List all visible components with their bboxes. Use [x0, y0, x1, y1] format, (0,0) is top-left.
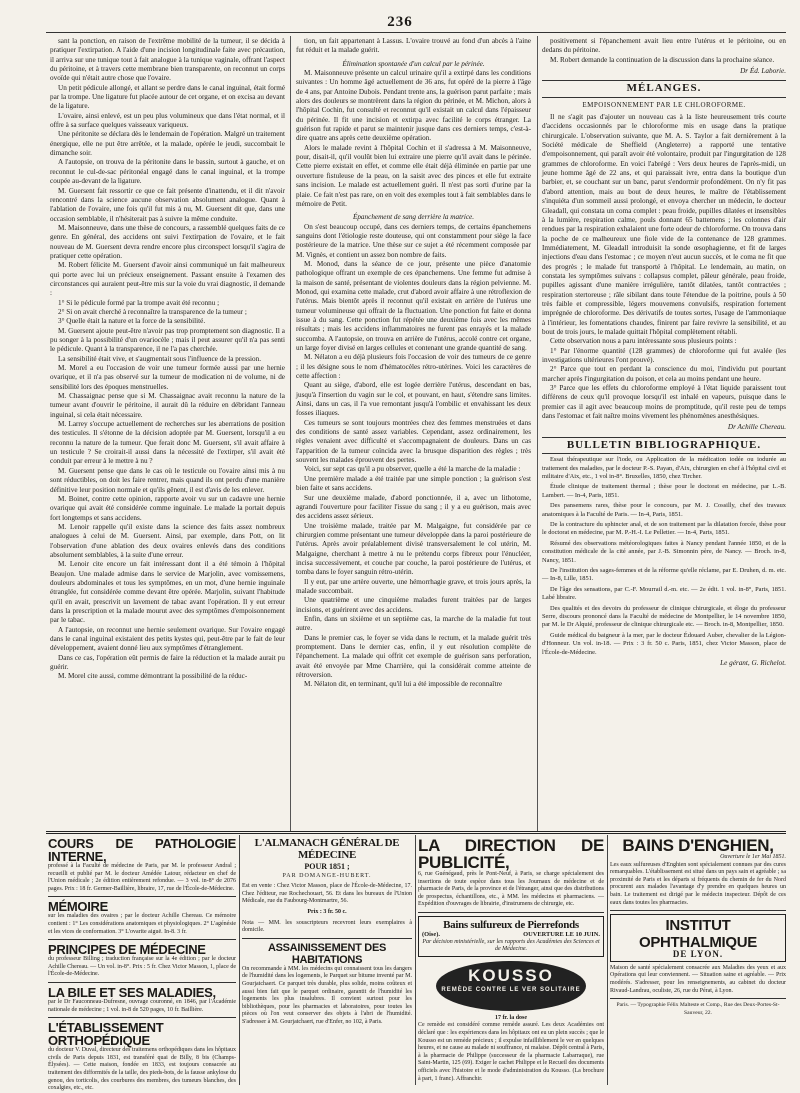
bibliography-list — [542, 456, 786, 657]
ad-institut-title: INSTITUT OPHTHALMIQUE — [638, 917, 758, 952]
bibliography-entry: Essai thérapeutique sur l'iode, ou Application de la médication iodée ou iodurée au traitement des maladies, par le docteur P.-S. Payan, d'Aix, chirurgien en chef à l'hôpital civil et militaire d'Aix, etc., 1 vol in-8°. Bruxelles, 1850, chez Tircher. — [542, 456, 786, 480]
ad-column-1 — [48, 836, 236, 1092]
ad-pierrefonds-oise: (Oise). — [422, 930, 440, 938]
ad-rule — [610, 998, 786, 999]
bibliography-entry: Guide médical du baigneur à la mer, par le docteur Édouard Auber, chevalier de la Légion-d'Honneur. Un vol. in-18. — Prix : 3 fr. 50 c. Paris, 1851, chez Victor Masson, place de l'École-de-Médecine. — [542, 631, 786, 656]
article-paragraph: M. Maisonneuve présente un calcul urinaire qu'il a extirpé dans les conditions suivantes : Un homme âgé actuellement de 36 ans, fut opéré de la pierre à l'âge de 4 ans, par Antoine Dubois. Pendant trente ans, la guérison parut parfaite ; mais alors des douleurs se montrèrent dans la région du périnée, et M. Michon, alors à l'hôpital Cochin, fut consulté et reconnut qu'il existait un calcul dans l'épaisseur du périnée. Il fit une incision et extirpa avec facilité le corps étranger. La guérison fut rapide et parut se maintenir jusque dans ces derniers temps, c'est-à-dire quatre ans après cette deuxième opération. — [296, 69, 531, 143]
ad-institut-text: Maison de santé spécialement consacrée aux Maladies des yeux et aux Opérations qui leur conviennent. — Situation saine et agréable. — Prix modérés. S'adresser, pour les renseignements, au cabinet du docteur Rivaud-Landrau, oculiste, 26, rue du Pérat, à Lyon. — [610, 964, 786, 994]
article-paragraph: 1° Si le pédicule formé par la trompe avait été reconnu ; — [58, 298, 220, 307]
ad-pierrefonds-subline — [422, 931, 600, 939]
section-title-epanchement: Épanchement de sang derrière la matrice. — [352, 213, 475, 222]
article-paragraph: Dans ce cas, l'opération eût permis de faire la réduction et la malade aurait pu guérir. — [50, 653, 285, 672]
ad-pierrefonds-box — [418, 916, 604, 957]
article-paragraph: Une troisième malade, traitée par M. Malgaigne, fut considérée par ce chirurgien comme présentant une tumeur développée dans la paroi postérieure de l'utérus. Après avoir préalablement divisé transversalement le col utérin, M. Malgaigne, cherchant à mettre à nu le prétendu corps fibreux pour l'énucléer, incisa successivement, et couche par couche, la paroi postérieure de l'utérus, et tomba dans le foyer sanguin rétro-utérin. — [296, 521, 531, 577]
article-paragraph: Il ne s'agit pas d'ajouter un nouveau cas à la liste heureusement très courte d'accidens occasionnés par le chloroforme mis en usage dans la pratique chirurgicale. L'observation suivante, que M. A. S. Taylor a fait dernièrement à la Société médicale de Sheffield (Angleterre) a rapporté une tentative d'empoisonnement, qui paraît avoir été volontaire, produit par l'ingurgitation de 128 grammes de chloroforme. En voici l'abrégé : Vers deux heures de l'après-midi, un jeune homme âgé de 22 ans, et qui paraissait ivre, entra dans la boutique d'un barbier, et, se couchant sur un banc, parut s'endormir profondément. On n'y fit pas d'abord attention, mais au bout de deux heures, le maître de l'établissement s'inquiéta d'un sommeil aussi prolongé, et envoya chercher un médecin, le docteur Gleadall, qui constata un coma complet : peau froide, pupilles dilatées et insensibles à la lumière, respiration calme, pouls donnant 65 battemens ; les colonnes d'air rendues par la respiration exhalaient une forte odeur de chloroforme. On trouva dans la poche de ce malheureux une fiole vide de la contenance de 128 grammes. Immédiatement, M. Gleadall introduisit la sonde œsophagienne, et fit de larges injections d'eau dans l'estomac ; ce moyen n'eut aucun succès, et le coma ne fit que des progrès ; le malade fut transporté à l'hôpital. Le lendemain, au matin, on constata les symptômes suivans : collapsus complet, pâleur générale, peau froide, pupilles agissant d'une manière irrégulière, tantôt dilatées, tantôt contractées ; respiration stertoreuse ; râle sibilant dans toute l'étendue de la poitrine, pouls à 50 très faible et compressible, légers mouvemens convulsifs, respiration fortement imprégnée de chloroforme. Des dérivatifs de toutes sortes, l'usage de l'ammoniaque à l'intérieur, les fomentations chaudes, finirent par faire revivre la sensibilité, et au bout de trois jours, le malade quittait l'hôpital complètement rétabli. — [542, 113, 786, 336]
ad-memoire-text: sur les maladies des ovaires ; par le docteur Achille Chereau. Ce mémoire contient : 1° Les considérations anatomiques et physiologiques. 2° L'agénésie et les vices de conformation. 3° L'ovarite aiguë. In-8. 3 fr. — [48, 913, 236, 935]
article-paragraph: M. Nélaton dit, en terminant, qu'il lui a été impossible de reconnaître — [304, 680, 503, 689]
article-paragraph: M. Larrey s'occupe actuellement de recherches sur les aberrations de position des testicules. Il s'étonne de la décision adoptée par M. Guersent, lorsqu'il a eu reconnu la nature de la tumeur. Que ferait donc M. Guersent, s'il avait affaire à un testicule ? Se croirait-il aussi dans la nécessité de l'extirper, s'il avait été conduit par erreur à le mettre à nu ? — [50, 420, 285, 466]
col2-intro: tion, un fait appartenant à Lassus. L'ovaire trouvé au fond d'un abcès à l'aine fut réduit et la malade guérit. — [296, 37, 531, 55]
article-paragraph: Sur une deuxième malade, d'abord ponctionnée, il a, avec un lithotome, agrandi l'ouverture pour faciliter l'issue du sang ; il y a eu guérison, mais avec des accidens assez sérieux. — [296, 493, 531, 521]
ad-bile-title: LA BILE ET SES MALADIES, — [48, 984, 216, 1000]
kousso-slogan: REMÈDE CONTRE LE VER SOLITAIRE — [441, 986, 581, 993]
ad-enghien-text: Les eaux sulfureuses d'Enghien sont spécialement connues par des cures remarquables. L'établissement est situé dans un pays sain et agréable ; sa proximité de Paris et les départs si fréquents du chemin de fer du Nord procurent aux malades l'avantage d'y prendre en quelques heures un bain. Le traitement est dirigé par le médecin inspecteur. Dépôt de ces eaux dans toutes les pharmacies. — [610, 861, 786, 906]
article-paragraph: Ces tumeurs se sont toujours montrées chez des femmes menstruées et dans des conditions de santé assez variables. Cependant, assez ordinairement, les règles venaient avec difficulté et s'accompagnaient de douleurs. Dans un cas l'apparition de la tumeur coïncida avec la brusque disparition des règles ; très souvent les malades éprouvent des pertes. — [296, 418, 531, 465]
ad-almanach-note: Nota — MM. les souscripteurs recevront leurs exemplaires à domicile. — [242, 919, 412, 934]
ad-enghien-opening: Ouverture le 1er Mai 1851. — [720, 854, 786, 860]
column-divider — [290, 36, 291, 831]
ad-memoire-title: MÉMOIRE — [48, 899, 109, 915]
ad-almanach-price: Prix : 3 fr. 50 c. — [307, 908, 347, 915]
article-paragraph: A l'autopsie, on trouva de la péritonite dans le bassin, surtout à gauche, et on reconnut le cul-de-sac péritonéal engagé dans le canal inguinal, et la trompe coupée au-devant de la ligature. — [50, 158, 285, 186]
ad-almanach-year: POUR 1851 ; — [304, 862, 350, 871]
ad-bile-text: par le Dr Fauconneau-Dufresne, ouvrage couronné, en 1846, par l'Académie nationale de médecine ; 1 vol. in-8 de 520 pages, 10 fr. Baillière. — [48, 998, 236, 1013]
ad-divider — [415, 835, 416, 1085]
column-1 — [50, 37, 285, 830]
article-paragraph: Enfin, dans un sixième et un septième cas, la marche de la maladie fut tout autre. — [296, 614, 531, 633]
article-paragraph: Il y eut, par une artère ouverte, une hémorrhagie grave, et trois jours après, la malade succombait. — [296, 577, 531, 595]
ads-separator — [46, 831, 786, 834]
bibliography-entry: De la contracture du sphincter anal, et de son traitement par la dilatation forcée, thèse pour le doctorat en médecine, par M. P.-H.-I. Le Pelletier. — In-4, Paris, 1851. — [542, 520, 786, 537]
article-paragraph: M. Boinet, contre cette opinion, rapporte avoir vu sur un cadavre une hernie ovarique qui avait été considérée comme inguinale. Le malade la portait depuis fort longtemps et sans accidens. — [50, 494, 285, 522]
article-paragraph: M. Guersent pense que dans le cas où le testicule ou l'ovaire ainsi mis à nu sont réductibles, on doit les faire rentrer, mais quand ils ont perdu d'une manière définitive leur position normale et qu'ils gênent, il est d'avis de les enlever. — [50, 466, 285, 494]
article-paragraph: M. Chassaignac pense que si M. Chassaignac avait reconnu la nature de la tumeur avant d'ouvrir le péritoine, il aurait dû la réduire en débridant l'anneau inguinal, si cela était nécessaire. — [50, 392, 285, 419]
bibliography-entry: Des qualités et des devoirs du professeur de clinique chirurgicale, et éloge du professeur Serre, discours prononcé dans la Faculté de médecine de Montpellier, le 14 novembre 1850, par M. le Dr Alquié, professeur de clinique chirurgicale etc. — Broch. in-8, Montpellier, 1850. — [542, 604, 786, 629]
article-paragraph: Quant au siège, d'abord, elle est logée derrière l'utérus, descendant en bas, jusqu'à l'insertion du vagin sur le col, et pouvant, en haut, s'étendre sans limites. Ainsi, dans un cas, il l'a vue remontant jusqu'à l'ombilic et envahissant les deux fosses iliaques. — [296, 381, 531, 418]
article-paragraph: M. Robert félicite M. Guersent d'avoir ainsi communiqué un fait malheureux qui porte avec lui un précieux enseignement. Passant ensuite à l'examen des circonstances qui auraient peut-être mis sur la voie du vrai diagnostic, il demande : — [50, 261, 285, 298]
article-paragraph: On s'est beaucoup occupé, dans ces derniers temps, de certains épanchemens sanguins dont l'étiologie reste douteuse, qui ont constamment pour siège la face postérieure de la matrice. Une thèse sur ce sujet a été récemment composée par M. Vignès, et contient un assez bon nombre de faits. — [296, 222, 531, 259]
ad-publicite-title: LA DIRECTION DE PUBLICITÉ, — [418, 836, 604, 872]
ad-rule — [48, 939, 236, 940]
article-paragraph: M. Lenoir cite encore un fait intéressant dont il a été témoin à l'hôpital Beaujon. Une malade admise dans le service de Marjolin, avec vomissemens, douleurs abdominales et tous les symptômes, en un mot, d'une hernie inguinale étranglée, fut considérée comme devant être opérée. Marjolin, suivant l'habitude qu'il en avait, prescrivit un lavement de tabac avant l'opération. Il y eut erreur dans la prescription et la malade mourut avec des symptômes d'empoisonnement par le tabac. — [50, 560, 285, 625]
ad-almanach-title: L'ALMANACH GÉNÉRAL DE MÉDECINE — [254, 837, 400, 861]
ad-cours-pathologie-title: COURS DE PATHOLOGIE INTERNE, — [48, 836, 236, 864]
article-paragraph: sant la ponction, en raison de l'extrême mobilité de la tumeur, il se décida à pratiquer l'extirpation. A l'aide d'une incision longitudinale faite avec précaution, il arriva sur une tunique tout à fait analogue à la tunique vaginale, offrant l'aspect du péritoine, et à travers cette membrane bien transparente, on reconnut un corps ovoïde qui n'était autre chose que l'ovaire. — [50, 37, 285, 83]
kousso-emblem — [436, 961, 586, 1011]
article-paragraph: Une première malade a été traitée par une simple ponction ; la guérison s'est bien faite et sans accidens. — [296, 474, 531, 493]
ad-column-3 — [418, 837, 604, 1082]
ad-institut-box — [610, 914, 786, 962]
article-paragraph: L'ovaire, ainsi enlevé, est un peu plus volumineux que dans l'état normal, et il offre à sa surface quelques vaisseaux variqueux. — [50, 111, 285, 130]
article-paragraph: M. Maisonneuve, dans une thèse de concours, a rassemblé quelques faits de ce genre. En général, des accidens ont suivi l'extirpation de l'ovaire, et le fait nouveau de M. Guersent devra rendre encore plus circonspect lorsqu'il s'agira de pratiquer cette opération. — [50, 223, 285, 260]
article-paragraph: La sensibilité était vive, et s'augmentait sous l'influence de la pression. — [58, 354, 261, 363]
article-paragraph: M. Morel cite aussi, comme démontrant la possibilité de la réduc- — [58, 672, 248, 681]
ad-kousso-text: Ce remède est considéré comme remède assuré. Les deux Académies ont déclaré que : les expériences dans les hôpitaux ont eu un plein succès ; que le Kousso est un remède précieux ; il expulse infailliblement le ver en quelques heures, et ne cause au malade ni souffrance, ni malaise. Dépôt central à Paris, à la pharmacie de Philippe (successeur de la pharmacie Labarraque), rue Saint-Martin, 125 (69). Exiger le cachet Philippe et le Recueil des documents officiels avec l'histoire et le mode d'administration du Kousso. (La brochure à part, 1 franc). Affranchir. — [418, 1022, 604, 1082]
article-paragraph: Une quatrième et une cinquième malades furent traitées par de larges incisions, et guérirent avec des accidens. — [296, 596, 531, 614]
article-paragraph: 2° Si on avait cherché à reconnaître la transparence de la tumeur ; — [58, 307, 247, 316]
ad-column-4 — [610, 837, 786, 1082]
ad-rule — [610, 910, 786, 911]
ad-enghien-title: BAINS D'ENGHIEN, — [622, 836, 774, 855]
melanges-heading: MÉLANGES. — [542, 80, 786, 97]
ad-assainissement-text: On recommande à MM. les médecins qui connaissent tous les dangers de l'humidité dans les logements, le Parquet sur bitume inventé par M. Gourjatchaert. Ce parquet très durable, plus solide, moins coûteux et aussi bien fait que le parquet ordinaire, garantit de l'humidité les logements les plus insalubres. Il convient surtout pour les bibliothèques, pour les pharmacies et laboratoires, pour toutes les pièces où l'on veut conserver des objets à l'abri de l'humidité. S'adresser à M. Gourjatchaert, rue d'Enfer, no 102, à Paris. — [242, 965, 412, 1025]
column-3 — [542, 37, 786, 830]
ad-rule — [48, 1017, 236, 1018]
ad-pierrefonds-text: Par décision ministérielle, sur les rapports des Académies des Sciences et de Médecine. — [422, 938, 600, 953]
article-paragraph: 2° Parce que tout en perdant la conscience du moi, l'individu put pourtant marcher après l'ingurgitation du poison, et cela au moins pendant une heure. — [542, 365, 786, 383]
bibliography-entry: Résumé des observations météorologiques faites à Nancy pendant l'année 1850, et de la constitution médicale de la cité année, par J.-B. Simonnin père, de Nancy. — Broch. in-8, Nancy, 1851. — [542, 539, 786, 564]
ad-pierrefonds-title: Bains sulfureux de Pierrefonds — [443, 918, 579, 931]
article-paragraph: 3° Quelle était la nature et la force de la sensibilité. — [58, 317, 206, 326]
bibliography-entry: Des pansemens rares, thèse pour le concours, par M. J. Cossilly, chef des travaux anatomiques à la Faculté de Paris. — In-4, Paris, 1851. — [542, 502, 786, 518]
printer-footer: Paris. — Typographie Félix Malteste et Comp., Rue des Deux-Portes-St-Sauveur, 22. — [616, 1002, 780, 1016]
ad-almanach-author: PAR DOMANGE-HUBERT. — [282, 872, 372, 879]
page-number: 236 — [387, 14, 413, 30]
ad-institut-city: DE LYON. — [672, 949, 724, 960]
ad-column-2 — [242, 837, 412, 1082]
melanges-subheading: EMPOISONNEMENT PAR LE CHLOROFORME. — [582, 100, 746, 109]
article-paragraph: Dans le premier cas, le foyer se vida dans le rectum, et la malade guérit très promptement. Dans le dernier cas, enfin, il y eut résolution complète de l'épanchement. La malade qui offrit cet exemple de guérison sans perforation, avait été envoyée par Mme Charrière, qui la considérait comme atteinte de rétroversion. — [296, 633, 531, 680]
bulletin-heading: BULLETIN BIBLIOGRAPHIQUE. — [542, 437, 786, 454]
ad-rule — [418, 912, 604, 913]
col3-robert: M. Robert demande la continuation de la discussion dans la prochaine séance. — [550, 55, 775, 64]
column-2 — [296, 37, 531, 830]
ad-pierrefonds-opening: OUVERTURE LE 10 JUIN. — [523, 930, 600, 938]
article-paragraph: M. Morel a eu l'occasion de voir une tumeur formée aussi par une hernie ovarique, et il n'a pas observé sur la tumeur de modication ni de volume, ni de sensibilité lors des époques menstruelles. — [50, 364, 285, 391]
kousso-name: KOUSSO — [468, 965, 554, 985]
ad-rule — [48, 896, 236, 897]
bibliography-entry: De l'âge des sensations, par C.-F. Mourrail d.-m. etc. — 2e édit. 1 vol. in-8°, Paris, 1851. Labé libraire. — [542, 585, 786, 602]
article-paragraph: A l'autopsie, on reconnut une hernie seulement ovarique. Sur l'ovaire engagé dans le canal inguinal existaient des petits kystes qui, peut-être par le fait de leur développement, avaient donné lieu aux symptômes d'étranglement. — [50, 625, 285, 653]
article-paragraph: Cette observation nous a paru intéressante sous plusieurs points : — [550, 337, 737, 346]
signature-chereau: Dr Achille Chereau. — [727, 423, 786, 432]
kousso-price: 17 fr. la dose — [494, 1014, 528, 1021]
article-paragraph: 1° Par l'énorme quantité (128 grammes) de chloroforme qui fut avalée (les investigations ultérieures l'ont prouvé). — [542, 346, 786, 364]
ad-divider — [607, 835, 608, 1085]
bibliography-entry: Étude clinique de traitement thermal ; thèse pour le doctorat en médecine, par L.-B. Lambert. — In-4, Paris, 1851. — [542, 483, 786, 499]
column-divider — [537, 36, 538, 831]
ad-almanach-text: Est en vente : Chez Victor Masson, place de l'École-de-Médecine, 17. Chez l'éditeur, rue Rochechouart, 56. Et dans les bureaux de l'Union Médicale, rue du Faubourg-Montmartre, 56. — [242, 883, 412, 905]
ad-assainissement-title: ASSAINISSEMENT DES HABITATIONS — [267, 941, 387, 966]
ad-publicite-text: 6, rue Guénégaud, près le Pont-Neuf, à Paris, se charge spécialement des insertions de toute espèce dans tous les Journaux de médecine et de pharmacie de Paris, de la province et de l'étranger, ainsi que des distributions de prospectus, échantillons, etc., à MM. les médecins et pharmaciens. — Expédition d'ouvrages de librairie, d'instrumens de chirurgie, etc. — [418, 871, 604, 908]
ad-divider — [239, 835, 240, 1085]
article-paragraph: Voici, sur sept cas qu'il a pu observer, quelle a été la marche de la maladie : — [304, 465, 521, 474]
ad-orthopedique-title: L'ÉTABLISSEMENT ORTHOPÉDIQUE — [48, 1020, 164, 1049]
section-title-calcul: Élimination spontanée d'un calcul par le périnée. — [342, 59, 485, 68]
top-rule — [46, 32, 786, 33]
col3-intro: positivement si l'épanchement avait lieu entre l'utérus et le péritoine, ou en dedans du péritoine. — [542, 37, 786, 55]
article-paragraph: 3° Parce que les effets du chloroforme employé à l'état liquide paraissent tout différens de ceux qu'il provoque lorsqu'il est inhalé en vapeurs, puisque dans le premier cas il agit avec beaucoup moins de promptitude, qu'il reste peu de temps dans l'estomac et fait naître moins vivement les phénomènes anesthésiques. — [542, 384, 786, 421]
article-paragraph: Alors le malade revint à l'hôpital Cochin et il s'adressa à M. Maisonneuve, pour, disait-il, qu'il voulût bien lui extraire une pierre qu'il avait dans le périnée. Cette pierre existait en effet, et comme elle était déjà éliminée en partie par une ouverture fistuleuse de la peau, on la saisit avec des pinces et elle fut extraite sans incision. Le malade est actuellement guéri. Il n'est pas sorti d'urine par la plaie. Ce fait n'est pas rare, on en voit des exemples tout à fait semblables dans le mémoire de Petit. — [296, 143, 531, 208]
signature-laborie: Dr Éd. Laborie. — [740, 67, 786, 76]
article-paragraph: M. Nélaton a eu déjà plusieurs fois l'occasion de voir des tumeurs de ce genre ; il les désigne sous le nom d'hématocèles rétro-utérines. Voici les caractères de cette affection : — [296, 353, 531, 381]
bibliography-entry: De l'institution des sages-femmes et de la réforme qu'elle réclame, par E. Druhen, d. m. etc. — In-8, Lille, 1851. — [542, 566, 786, 583]
ad-cours-pathologie-text: professé à la Faculté de médecine de Paris, par M. le professeur Andral ; recueilli et publié par M. le docteur Amédée Latour, rédacteur en chef de l'Union médicale ; 2e édition entièrement refondue. — 3 vol. in-8° de 2076 pages. Prix : 18 fr. Germer-Baillière, libraire, 17, rue de l'École-de-Médecine. — [48, 863, 236, 892]
article-paragraph: Une péritonite se déclara dès le lendemain de l'opération. Malgré un traitement énergique, elle ne put être arrêtée, et la malade, opérée le jeudi, succombait le dimanche soir. — [50, 130, 285, 158]
ad-principes-title: PRINCIPES DE MÉDECINE — [48, 942, 206, 958]
article-paragraph: Un petit pédicule allongé, et allant se perdre dans le canal inguinal, était formé par la trompe. Une ligature fut placée autour de cet organe, et on excisa au devant de la ligature. — [50, 83, 285, 111]
ad-rule — [242, 938, 412, 939]
article-paragraph: M. Lenoir rappelle qu'il existe dans la science des faits assez nombreux analogues à celui de M. Guersent. Ainsi, par exemple, dans Pott, on lit l'observation d'une ablation des deux ovaires enlevés dans des conditions absolument semblables, à la suite d'une erreur. — [50, 522, 285, 559]
ad-orthopedique-text: du docteur V. Duval, directeur des traitemens orthopédiques dans les hôpitaux civils de Paris depuis 1831, est transféré quai de Billy, 8 bis (Champs-Élysées). — Cette maison, fondée en 1833, est toujours consacrée au traitement des difformités de la taille, des pieds-bots, de la fausse ankylose du genou, des torticolis, des courbures des membres, des tumeurs blanches, des coxalgies, etc., etc. — [48, 1047, 236, 1092]
gerant-signature: Le gérant, G. Richelot. — [720, 659, 786, 668]
article-paragraph: M. Guersent fait ressortir ce que ce fait présente d'inattendu, et il dit n'avoir rencontré dans la science aucune observation absolument analogue. Quant à l'ablation de l'ovaire, une fois qu'il fut mis à nu, M. Guersent dit que, dans une occasion semblable, il n'hésiterait pas à suivre la même conduite. — [50, 186, 285, 223]
ad-principes-text: du professeur Billing ; traduction française sur la 4e édition ; par le docteur Achille Chereau. — Un vol. in-8°. Prix : 5 fr. Chez Victor Masson, 1, place de l'École-de-Médecine. — [48, 956, 236, 978]
article-paragraph: M. Guersent ajoute peut-être n'avoir pas trop promptement son diagnostic. Il a pu songer à la possibilité d'un ovariocèle ; mais il peut assurer qu'il n'a pas senti le pédicule. Quant à la transparence, il ne l'a pas cherchée. — [50, 326, 285, 354]
ad-rule — [48, 982, 236, 983]
article-paragraph: M. Monod, dans la séance de ce jour, présente une pièce d'anatomie pathologique offrant un exemple de ces épanchemens. Une femme fut admise à la maison de santé, présentant de violentes douleurs dans la région pelvienne. M. Monod, qui examina cette malade, crut d'abord avoir affaire à une rétroflexion de l'utérus. Mais bientôt après il reconnut qu'il existait en arrière de l'utérus une tumeur volumineuse qui offrait de la fluctuation. Une ponction fut faite et donna issue à du sang. Cette ponction fut répétée une deuxième fois avec les mêmes résultats ; mais les accidens inflammatoires ne furent pas enrayés et la malade succomba. A l'autopsie, on trouva en arrière de l'utérus, accolé contre cet organe, un large foyer divisé en larges cellules et contenant une grande quantité de sang. — [296, 259, 531, 352]
